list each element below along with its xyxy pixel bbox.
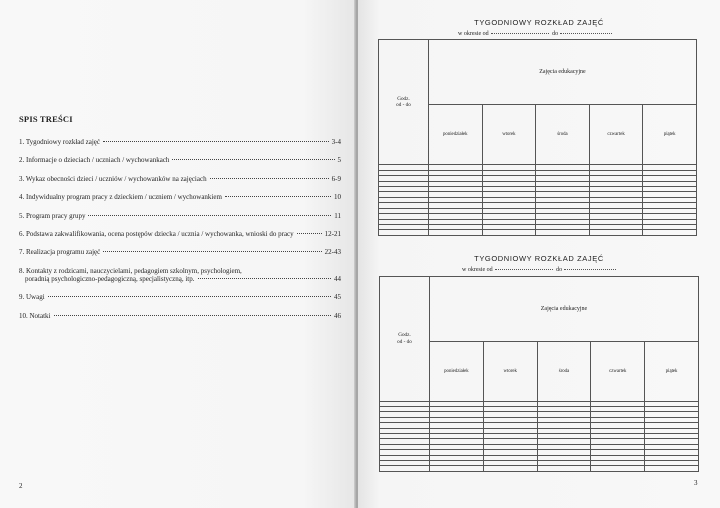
toc-item-page: 44	[334, 274, 341, 283]
toc-leader-dots	[210, 178, 329, 179]
toc-item	[19, 312, 341, 320]
toc-item	[19, 293, 341, 301]
toc-item-text: 5. Program pracy grupy	[19, 211, 86, 220]
toc-item-page: 22-43	[324, 248, 341, 257]
toc-item	[19, 193, 341, 201]
schedule-cell[interactable]	[591, 466, 645, 472]
toc-item-text: 6. Podstawa zakwalifikowania, ocena postępów dziecka / ucznia / wychowanka, wnioski do pracy	[19, 229, 294, 238]
period-to-blank[interactable]	[564, 269, 616, 270]
hours-header: Godz. od - do	[379, 40, 429, 165]
toc-leader-dots	[297, 233, 322, 234]
day-header-thursday: czwartek	[589, 105, 643, 165]
schedule-period	[458, 31, 614, 37]
toc-item-text: 7. Realizacja programu zajęć	[19, 248, 101, 257]
period-from-label: w okresie od	[462, 267, 493, 273]
day-header-tuesday: wtorek	[483, 341, 537, 401]
schedule-row	[380, 466, 699, 472]
page-number-left: 2	[19, 482, 23, 490]
toc-leader-dots	[198, 278, 332, 279]
schedule-body	[379, 165, 697, 236]
toc-item-text: 9. Uwagi	[19, 293, 45, 302]
group-header: Zajęcia edukacyjne	[429, 40, 697, 105]
group-header: Zajęcia edukacyjne	[430, 277, 699, 342]
toc-leader-dots	[48, 296, 331, 297]
schedule-cell[interactable]	[645, 466, 699, 472]
toc-item-text: 2. Informacje o dzieciach / uczniach / wychowankach	[19, 156, 170, 165]
toc-leader-dots	[54, 315, 332, 316]
toc-item-text: 10. Notatki	[19, 311, 51, 320]
day-header-monday: poniedziałek	[429, 105, 483, 165]
day-header-friday: piątek	[643, 105, 697, 165]
day-header-monday: poniedziałek	[430, 341, 484, 401]
toc-item-page: 6-9	[331, 174, 341, 183]
day-header-thursday: czwartek	[591, 341, 645, 401]
schedule-body	[380, 401, 699, 471]
toc-leader-dots	[225, 196, 331, 197]
hours-header: Godz. od - do	[380, 277, 430, 402]
schedule-title: TYGODNIOWY ROZKŁAD ZAJĘĆ	[474, 254, 604, 263]
toc-leader-dots	[88, 215, 331, 216]
toc-item-page: 3-4	[331, 138, 341, 146]
toc-item	[19, 248, 341, 256]
toc-item-page: 45	[334, 293, 341, 302]
day-header-wednesday: środa	[537, 341, 591, 401]
toc-item-text: 3. Wykaz obecności dzieci / uczniów / wychowanków na zajęciach	[19, 174, 207, 183]
toc-item-page: 5	[337, 156, 341, 165]
toc-item-text: 8. Kontakty z rodzicami, nauczycielami, pedagogiem szkolnym, psychologiem,	[19, 266, 242, 275]
period-from-blank[interactable]	[495, 269, 553, 270]
toc-leader-dots	[103, 141, 329, 142]
schedule-table	[378, 39, 697, 236]
toc-item	[19, 230, 341, 238]
right-page	[358, 0, 720, 508]
schedule-cell[interactable]	[429, 230, 483, 236]
toc-item-page: 12-21	[324, 229, 341, 238]
toc-item-page: 46	[334, 311, 341, 320]
toc-list	[19, 138, 341, 330]
schedule-cell[interactable]	[482, 230, 536, 236]
schedule-row	[379, 230, 697, 236]
schedule-period	[462, 267, 618, 273]
toc-item-text-line2: poradnią psychologiczno-pedagogiczną, specjalistyczną, itp.	[25, 274, 195, 283]
schedule-cell[interactable]	[536, 230, 590, 236]
toc-item	[19, 138, 341, 146]
schedule-cell[interactable]	[430, 466, 484, 472]
toc-item-page: 11	[334, 211, 341, 220]
schedule-cell[interactable]	[589, 230, 643, 236]
toc-item	[19, 212, 341, 220]
left-page	[0, 0, 356, 508]
toc-item	[19, 175, 341, 183]
period-to-blank[interactable]	[560, 33, 612, 34]
toc-title: SPIS TREŚCI	[19, 114, 73, 124]
schedule-cell[interactable]	[537, 466, 591, 472]
toc-item-text: 1. Tygodniowy rozkład zajęć	[19, 138, 101, 146]
period-to-label: do	[552, 31, 559, 37]
toc-item-page: 10	[334, 193, 341, 202]
toc-item-text: 4. Indywidualny program pracy z dzieckiem / uczniem / wychowankiem	[19, 193, 222, 202]
schedule-cell[interactable]	[483, 466, 537, 472]
period-from-blank[interactable]	[491, 33, 549, 34]
day-header-friday: piątek	[645, 341, 699, 401]
day-header-tuesday: wtorek	[482, 105, 536, 165]
period-to-label: do	[556, 267, 563, 273]
toc-leader-dots	[172, 159, 334, 160]
period-from-label: w okresie od	[458, 31, 489, 37]
schedule-table	[379, 276, 699, 472]
schedule-cell[interactable]	[643, 230, 697, 236]
toc-leader-dots	[103, 251, 321, 252]
day-header-wednesday: środa	[536, 105, 590, 165]
hours-cell[interactable]	[379, 230, 429, 236]
toc-item	[19, 156, 341, 164]
toc-item	[19, 267, 341, 283]
schedule-title: TYGODNIOWY ROZKŁAD ZAJĘĆ	[474, 18, 604, 27]
page-number-right: 3	[694, 479, 698, 487]
hours-cell[interactable]	[380, 466, 430, 472]
